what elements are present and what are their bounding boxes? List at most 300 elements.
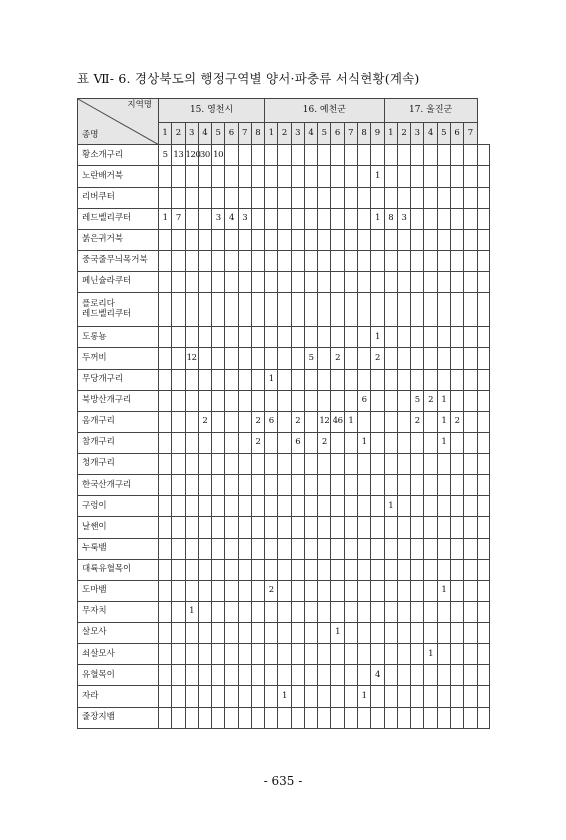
species-name-line: 청개구리 (82, 458, 115, 469)
count-cell (291, 517, 304, 538)
count-cell (238, 559, 251, 580)
count-cell (397, 348, 410, 369)
table-row (78, 517, 490, 538)
region-header: 17. 울진군 (384, 99, 477, 123)
count-cell (397, 580, 410, 601)
count-cell (358, 369, 371, 390)
species-name (78, 496, 159, 517)
count-cell (212, 411, 225, 432)
count-cell (450, 559, 463, 580)
count-cell (225, 580, 238, 601)
count-cell (159, 327, 172, 348)
count-cell (371, 559, 384, 580)
region-header: 15. 영천시 (159, 99, 265, 123)
count-cell (344, 187, 357, 208)
count-cell: 1 (278, 686, 291, 707)
count-cell (172, 229, 185, 250)
count-cell (477, 601, 489, 622)
count-cell (278, 293, 291, 327)
count-cell: 1 (358, 432, 371, 453)
count-cell (265, 208, 278, 229)
count-cell (198, 187, 211, 208)
count-cell (278, 623, 291, 644)
count-cell (344, 644, 357, 665)
count-cell (185, 644, 198, 665)
count-cell (318, 187, 331, 208)
count-cell (185, 580, 198, 601)
species-name-line: 참개구리 (82, 437, 115, 448)
count-cell (371, 601, 384, 622)
count-cell (278, 250, 291, 271)
species-name (78, 348, 159, 369)
count-cell (371, 390, 384, 411)
count-cell (344, 293, 357, 327)
count-cell (358, 208, 371, 229)
count-cell (212, 187, 225, 208)
count-cell (159, 411, 172, 432)
count-cell (331, 208, 344, 229)
count-cell: 1 (384, 496, 397, 517)
count-cell (371, 538, 384, 559)
count-cell (397, 496, 410, 517)
count-cell (185, 187, 198, 208)
count-cell (185, 686, 198, 707)
count-cell (331, 272, 344, 293)
count-cell (477, 348, 489, 369)
count-cell (212, 369, 225, 390)
count-cell (238, 250, 251, 271)
count-cell (318, 559, 331, 580)
count-cell: 6 (291, 432, 304, 453)
count-cell (304, 411, 317, 432)
count-cell (384, 454, 397, 475)
count-cell (185, 538, 198, 559)
count-cell (172, 348, 185, 369)
count-cell (291, 496, 304, 517)
count-cell (397, 432, 410, 453)
count-cell (185, 432, 198, 453)
count-cell (344, 250, 357, 271)
count-cell (358, 538, 371, 559)
count-cell (159, 475, 172, 496)
count-cell (411, 707, 424, 728)
table-row (78, 390, 490, 411)
count-cell (278, 665, 291, 686)
table-row (78, 623, 490, 644)
count-cell (358, 517, 371, 538)
count-cell (265, 187, 278, 208)
count-cell (265, 229, 278, 250)
count-cell (318, 454, 331, 475)
count-cell (331, 293, 344, 327)
count-cell (464, 187, 477, 208)
count-cell (225, 686, 238, 707)
site-number-header: 4 (304, 123, 317, 145)
count-cell (464, 390, 477, 411)
count-cell (225, 707, 238, 728)
count-cell (304, 475, 317, 496)
count-cell (251, 369, 264, 390)
count-cell: 8 (384, 208, 397, 229)
species-name-line: 무당개구리 (82, 373, 124, 384)
count-cell (384, 517, 397, 538)
count-cell (265, 496, 278, 517)
count-cell (251, 166, 264, 187)
count-cell (331, 517, 344, 538)
count-cell (331, 187, 344, 208)
site-number-header: 5 (212, 123, 225, 145)
page-number: - 635 - (263, 774, 303, 788)
count-cell (397, 229, 410, 250)
count-cell (278, 475, 291, 496)
count-cell (397, 707, 410, 728)
count-cell (384, 369, 397, 390)
count-cell (358, 475, 371, 496)
count-cell (291, 707, 304, 728)
count-cell: 1 (185, 601, 198, 622)
count-cell (318, 145, 331, 166)
header-corner-cell (78, 99, 159, 145)
count-cell (198, 293, 211, 327)
table-row (78, 411, 490, 432)
table-row (78, 475, 490, 496)
count-cell (371, 623, 384, 644)
count-cell (397, 187, 410, 208)
count-cell (238, 187, 251, 208)
count-cell (159, 432, 172, 453)
count-cell (198, 580, 211, 601)
count-cell (371, 580, 384, 601)
count-cell (185, 623, 198, 644)
table-row (78, 166, 490, 187)
count-cell (397, 454, 410, 475)
count-cell (304, 250, 317, 271)
count-cell (477, 496, 489, 517)
count-cell (198, 432, 211, 453)
count-cell (238, 686, 251, 707)
count-cell (397, 293, 410, 327)
count-cell (304, 496, 317, 517)
count-cell (318, 348, 331, 369)
count-cell (225, 390, 238, 411)
count-cell (424, 166, 437, 187)
table-row (78, 686, 490, 707)
species-name (78, 166, 159, 187)
count-cell (172, 327, 185, 348)
count-cell (278, 348, 291, 369)
count-cell (331, 327, 344, 348)
count-cell: 6 (358, 390, 371, 411)
count-cell (411, 348, 424, 369)
count-cell (477, 432, 489, 453)
count-cell (331, 707, 344, 728)
count-cell (318, 250, 331, 271)
count-cell (304, 229, 317, 250)
species-name-line: 북방산개구리 (82, 395, 132, 406)
count-cell (477, 623, 489, 644)
count-cell (291, 686, 304, 707)
count-cell (212, 327, 225, 348)
count-cell (450, 250, 463, 271)
count-cell (291, 644, 304, 665)
count-cell (278, 187, 291, 208)
species-name (78, 686, 159, 707)
count-cell (212, 432, 225, 453)
count-cell (411, 229, 424, 250)
count-cell (464, 411, 477, 432)
count-cell (265, 454, 278, 475)
site-number-header: 5 (318, 123, 331, 145)
species-name (78, 538, 159, 559)
count-cell (371, 229, 384, 250)
count-cell (331, 496, 344, 517)
count-cell (198, 208, 211, 229)
count-cell (159, 580, 172, 601)
site-number-header: 2 (397, 123, 410, 145)
count-cell (304, 454, 317, 475)
count-cell: 30 (198, 145, 211, 166)
species-name (78, 665, 159, 686)
count-cell (238, 580, 251, 601)
count-cell (278, 411, 291, 432)
count-cell: 2 (411, 411, 424, 432)
count-cell (318, 707, 331, 728)
count-cell (304, 559, 317, 580)
table-row (78, 145, 490, 166)
count-cell (265, 272, 278, 293)
count-cell (437, 145, 450, 166)
count-cell (358, 166, 371, 187)
count-cell: 1 (331, 623, 344, 644)
count-cell (318, 475, 331, 496)
count-cell (384, 707, 397, 728)
count-cell: 6 (265, 411, 278, 432)
count-cell (185, 517, 198, 538)
count-cell (251, 517, 264, 538)
count-cell (358, 327, 371, 348)
count-cell (159, 496, 172, 517)
count-cell (185, 454, 198, 475)
count-cell (212, 475, 225, 496)
count-cell (477, 166, 489, 187)
count-cell (185, 411, 198, 432)
count-cell (291, 665, 304, 686)
count-cell (212, 665, 225, 686)
count-cell: 120 (185, 145, 198, 166)
count-cell (450, 208, 463, 229)
count-cell (225, 538, 238, 559)
count-cell (358, 454, 371, 475)
count-cell (172, 166, 185, 187)
count-cell (185, 559, 198, 580)
count-cell (464, 707, 477, 728)
count-cell (384, 644, 397, 665)
count-cell (397, 369, 410, 390)
count-cell (198, 348, 211, 369)
species-name-line: 자라 (82, 690, 99, 701)
count-cell (411, 369, 424, 390)
count-cell (450, 369, 463, 390)
count-cell (304, 166, 317, 187)
count-cell (238, 348, 251, 369)
count-cell (251, 644, 264, 665)
species-name (78, 145, 159, 166)
species-name-line: 레드벨리쿠터 (82, 213, 132, 224)
count-cell (450, 665, 463, 686)
count-cell (384, 390, 397, 411)
count-cell (198, 623, 211, 644)
count-cell (464, 293, 477, 327)
count-cell (265, 166, 278, 187)
count-cell (344, 390, 357, 411)
count-cell (411, 145, 424, 166)
count-cell (225, 166, 238, 187)
count-cell (172, 432, 185, 453)
count-cell (344, 327, 357, 348)
count-cell (198, 166, 211, 187)
count-cell (225, 623, 238, 644)
count-cell (437, 559, 450, 580)
count-cell (225, 454, 238, 475)
count-cell (225, 665, 238, 686)
table-row (78, 538, 490, 559)
count-cell (464, 432, 477, 453)
count-cell (251, 250, 264, 271)
count-cell (265, 623, 278, 644)
count-cell (225, 475, 238, 496)
count-cell (251, 496, 264, 517)
count-cell (477, 390, 489, 411)
count-cell: 5 (411, 390, 424, 411)
count-cell (331, 644, 344, 665)
count-cell (331, 580, 344, 601)
count-cell (344, 475, 357, 496)
count-cell (172, 496, 185, 517)
count-cell (265, 475, 278, 496)
count-cell (411, 432, 424, 453)
table-row (78, 454, 490, 475)
count-cell (185, 293, 198, 327)
count-cell (371, 411, 384, 432)
count-cell (225, 272, 238, 293)
count-cell (411, 250, 424, 271)
count-cell (397, 623, 410, 644)
count-cell (225, 369, 238, 390)
count-cell (238, 601, 251, 622)
count-cell (212, 229, 225, 250)
count-cell (464, 166, 477, 187)
count-cell (251, 665, 264, 686)
count-cell (437, 272, 450, 293)
count-cell (437, 686, 450, 707)
count-cell (424, 208, 437, 229)
count-cell (464, 327, 477, 348)
species-name-line: 한국산개구리 (82, 479, 132, 490)
count-cell (397, 538, 410, 559)
count-cell (384, 145, 397, 166)
count-cell (212, 348, 225, 369)
count-cell (344, 432, 357, 453)
count-cell (185, 496, 198, 517)
count-cell (437, 348, 450, 369)
count-cell (411, 327, 424, 348)
count-cell (238, 145, 251, 166)
count-cell (172, 369, 185, 390)
count-cell (358, 250, 371, 271)
count-cell (238, 369, 251, 390)
count-cell (278, 432, 291, 453)
count-cell (437, 601, 450, 622)
count-cell (159, 229, 172, 250)
count-cell (464, 475, 477, 496)
count-cell (344, 559, 357, 580)
count-cell (424, 369, 437, 390)
count-cell (411, 538, 424, 559)
count-cell (291, 538, 304, 559)
count-cell (159, 538, 172, 559)
count-cell (212, 517, 225, 538)
count-cell (159, 187, 172, 208)
count-cell (450, 327, 463, 348)
count-cell: 3 (212, 208, 225, 229)
count-cell (304, 327, 317, 348)
count-cell (464, 538, 477, 559)
count-cell (397, 601, 410, 622)
site-number-header: 5 (437, 123, 450, 145)
count-cell (411, 665, 424, 686)
count-cell (384, 432, 397, 453)
count-cell (251, 559, 264, 580)
count-cell (450, 475, 463, 496)
species-name (78, 475, 159, 496)
count-cell: 5 (159, 145, 172, 166)
count-cell (450, 229, 463, 250)
count-cell (159, 166, 172, 187)
count-cell (278, 454, 291, 475)
count-cell (318, 538, 331, 559)
count-cell (251, 454, 264, 475)
count-cell (371, 454, 384, 475)
table-row (78, 348, 490, 369)
count-cell (172, 601, 185, 622)
count-cell (397, 686, 410, 707)
count-cell (358, 665, 371, 686)
count-cell (291, 623, 304, 644)
count-cell (265, 432, 278, 453)
count-cell (371, 475, 384, 496)
count-cell (384, 623, 397, 644)
count-cell (172, 623, 185, 644)
count-cell (318, 166, 331, 187)
count-cell (238, 454, 251, 475)
count-cell (185, 229, 198, 250)
table-row (78, 187, 490, 208)
count-cell (424, 327, 437, 348)
count-cell (291, 187, 304, 208)
count-cell (251, 272, 264, 293)
count-cell (344, 454, 357, 475)
count-cell (424, 187, 437, 208)
count-cell: 1 (437, 390, 450, 411)
count-cell (159, 293, 172, 327)
species-name-line: 두꺼비 (82, 352, 107, 363)
count-cell (344, 272, 357, 293)
count-cell (437, 538, 450, 559)
count-cell (238, 496, 251, 517)
count-cell (278, 390, 291, 411)
count-cell (251, 538, 264, 559)
table-row (78, 665, 490, 686)
